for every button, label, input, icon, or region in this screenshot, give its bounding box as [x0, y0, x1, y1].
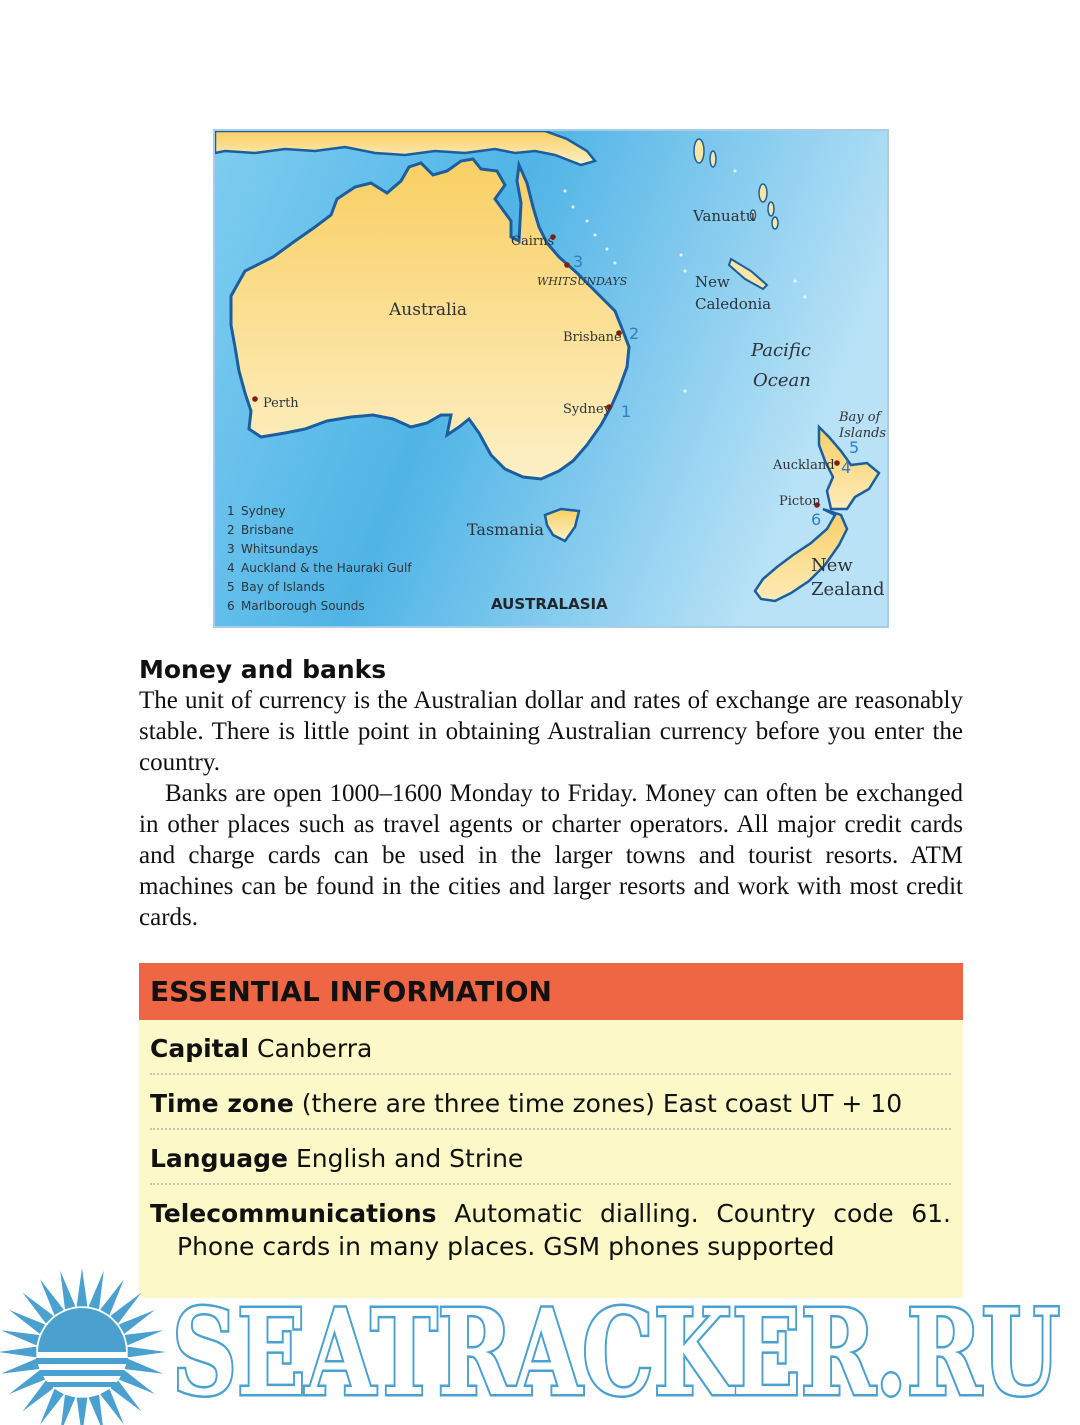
legend-num-3: 3	[227, 542, 235, 556]
sun-stripe	[36, 1358, 128, 1364]
sun-logo-icon	[0, 1268, 166, 1425]
sun-ray	[128, 1347, 166, 1358]
legend-num-5: 5	[227, 580, 235, 594]
sun-ray	[60, 1395, 75, 1425]
legend-name-4: Auckland & the Hauraki Gulf	[241, 561, 412, 575]
marker-3: 3	[573, 252, 584, 271]
sun-ray	[89, 1271, 104, 1309]
cairns-label: Cairns	[511, 234, 555, 249]
info-row-capital	[150, 1020, 951, 1075]
marker-6: 6	[811, 510, 822, 529]
legend-name-3: Whitsundays	[241, 542, 319, 556]
legend-name-1: Sydney	[241, 504, 286, 518]
auckland-dot	[834, 460, 840, 466]
sun-ray	[0, 1347, 36, 1358]
info-label: Telecommunications	[150, 1199, 437, 1228]
marker-4: 4	[841, 458, 852, 477]
perth-dot	[252, 396, 258, 402]
bay-of-islands-label-1: Bay of	[839, 410, 881, 425]
legend-name-5: Bay of Islands	[241, 580, 325, 594]
whitsundays-label: WHITSUNDAYS	[537, 275, 628, 288]
brisbane-label: Brisbane	[563, 330, 622, 345]
essential-information-header: ESSENTIAL INFORMATION	[139, 963, 963, 1020]
seatracker-watermark	[0, 1262, 1080, 1425]
new-caledonia-label-2: Caledonia	[695, 295, 772, 313]
legend-num-2: 2	[227, 523, 235, 537]
sun-ray	[77, 1268, 88, 1306]
money-paragraph-2: Banks are open 1000–1600 Monday to Friday. Money can often be exchanged in other places such as travel agents or charter operators. All major credit cards and charge cards can be used in the larger towns and tourist resorts. ATM machines can be found in the cities and larger resorts and work with most credit cards.	[139, 780, 963, 931]
australia-label: Australia	[389, 300, 468, 320]
marker-1: 1	[621, 402, 632, 421]
info-value: Automatic dialling. Country code 61. Phone cards in many places. GSM phones supported	[177, 1199, 951, 1261]
watermark-text: SEATRACKER.RU	[172, 1283, 1060, 1422]
marker-5: 5	[849, 438, 860, 457]
info-label: Language	[150, 1144, 289, 1173]
bay-of-islands-label-2: Islands	[839, 426, 887, 441]
ocean-label: Ocean	[753, 370, 811, 391]
sun-ray	[125, 1359, 163, 1374]
new-zealand-label-2: Zealand	[811, 579, 885, 600]
sun-stripe	[40, 1370, 124, 1376]
new-caledonia-label-1: New	[695, 273, 730, 291]
legend-num-6: 6	[227, 599, 235, 613]
picton-label: Picton	[779, 494, 821, 509]
sun-ray	[77, 1398, 88, 1425]
new-zealand-label-1: New	[811, 555, 853, 576]
info-row-telecommunications	[150, 1185, 951, 1271]
legend-num-1: 1	[227, 504, 235, 518]
info-label: Time zone	[150, 1089, 294, 1118]
info-row-language	[150, 1130, 951, 1185]
essential-information-box	[139, 963, 963, 1298]
money-and-banks-title: Money and banks	[139, 655, 387, 684]
info-value: Canberra	[257, 1034, 373, 1063]
perth-label: Perth	[263, 396, 299, 411]
info-value: English and Strine	[295, 1144, 524, 1173]
sydney-label: Sydney	[563, 402, 611, 417]
info-value: (there are three time zones) East coast UT + 10	[301, 1089, 903, 1118]
marker-2: 2	[629, 324, 640, 343]
map-title: AUSTRALASIA	[491, 595, 608, 613]
essential-information-list	[139, 1020, 963, 1271]
auckland-label: Auckland	[773, 458, 835, 473]
australasia-map	[213, 129, 889, 628]
legend-name-6: Marlborough Sounds	[241, 599, 365, 613]
money-paragraph-1: The unit of currency is the Australian dollar and rates of exchange are reasonably stable. There is little point in obtaining Australian currency before you enter the country.	[139, 687, 963, 776]
info-row-time-zone	[150, 1075, 951, 1130]
sun-ray	[1, 1359, 39, 1374]
sun-stripe	[48, 1382, 116, 1387]
sun-ray	[125, 1330, 163, 1345]
vanuatu-label: Vanuatu	[693, 207, 756, 225]
legend-num-4: 4	[227, 561, 235, 575]
sun-ray	[1, 1330, 39, 1345]
sun-ray	[60, 1271, 75, 1309]
sun-ray	[89, 1395, 104, 1425]
tasmania-label: Tasmania	[467, 520, 544, 539]
pacific-label: Pacific	[751, 340, 811, 361]
info-label: Capital	[150, 1034, 250, 1063]
whitsundays-dot	[564, 262, 570, 268]
legend-name-2: Brisbane	[241, 523, 294, 537]
money-and-banks-section	[139, 655, 963, 933]
